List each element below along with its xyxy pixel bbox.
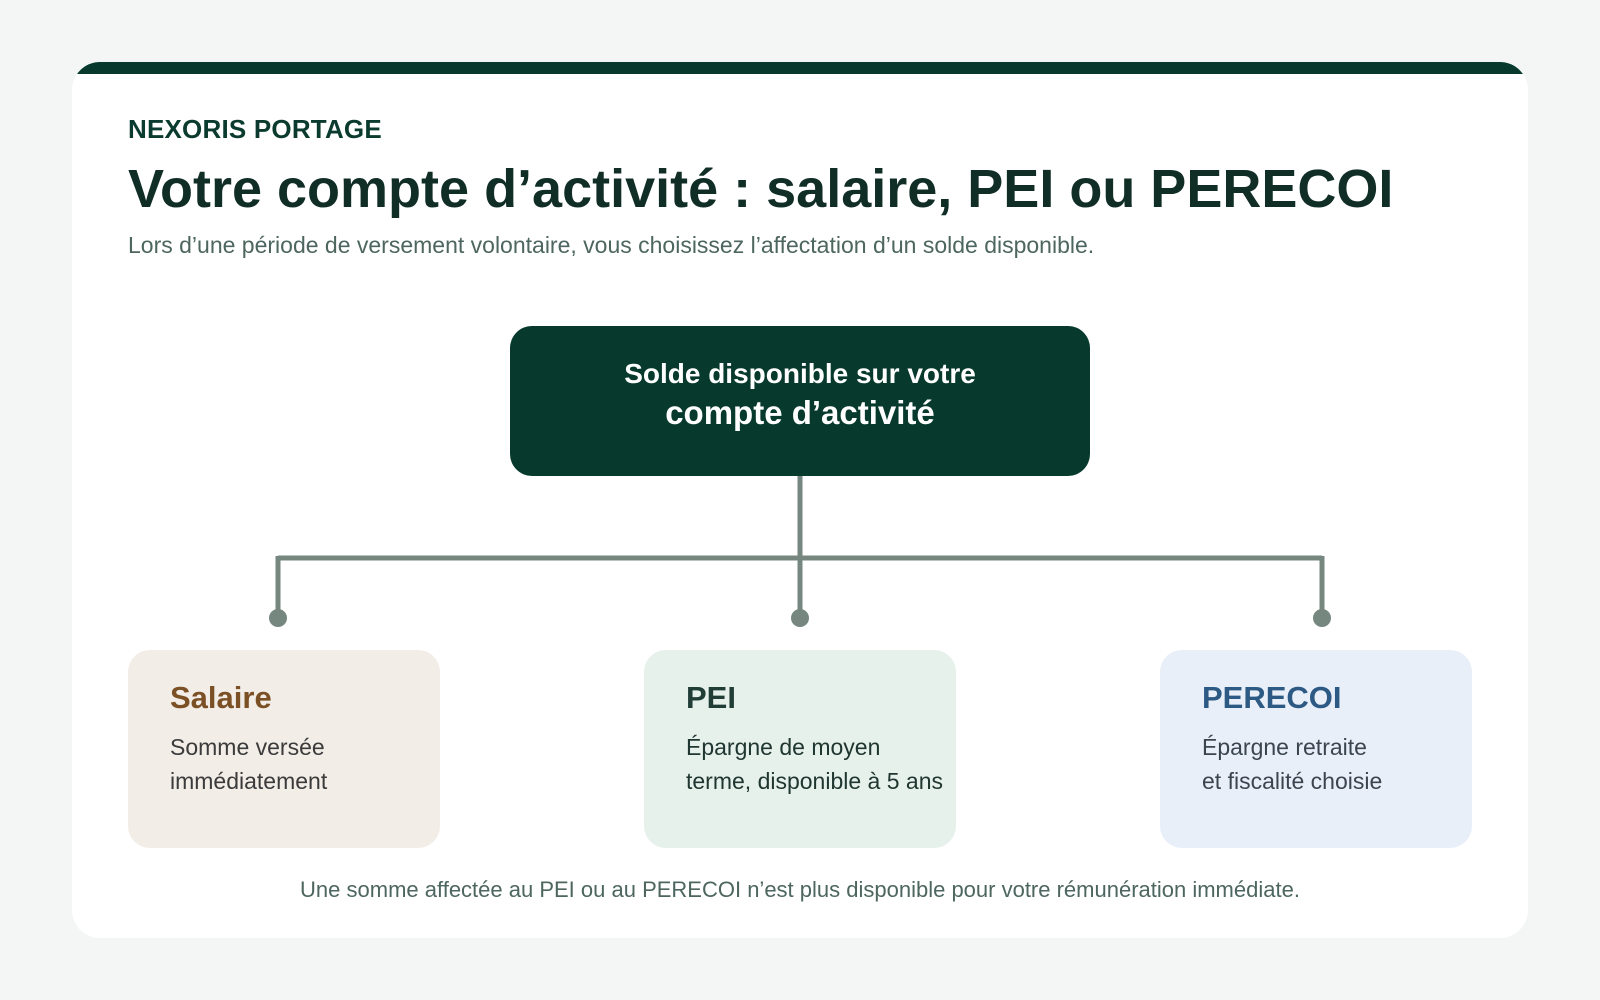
option-salaire-desc-line2: immédiatement	[170, 768, 328, 794]
page-title: Votre compte d’activité : salaire, PEI ou PERECOI	[128, 159, 1394, 219]
option-pei-desc-line1: Épargne de moyen	[686, 734, 881, 760]
option-salaire-description	[170, 730, 327, 798]
option-perecoi-description	[1202, 730, 1382, 798]
diagram-card	[72, 62, 1528, 938]
root-node-line2: compte d’activité	[665, 394, 935, 431]
connector-dot-perecoi	[1313, 609, 1331, 627]
option-salaire-desc-line1: Somme versée	[170, 734, 325, 760]
brand-label: NEXORIS PORTAGE	[128, 114, 382, 144]
page-subtitle: Lors d’une période de versement volontaire, vous choisissez l’affectation d’un solde disponible.	[128, 232, 1095, 258]
option-perecoi-desc-line1: Épargne retraite	[1202, 734, 1367, 760]
option-perecoi	[1160, 650, 1472, 848]
footnote: Une somme affectée au PEI ou au PERECOI n’est plus disponible pour votre rémunération immédiate.	[300, 877, 1300, 902]
connector-dot-pei	[791, 609, 809, 627]
root-node-balance	[510, 326, 1090, 476]
option-pei	[644, 650, 956, 848]
option-perecoi-title: PERECOI	[1202, 680, 1342, 715]
option-salaire	[128, 650, 440, 848]
option-pei-title: PEI	[686, 680, 736, 715]
option-pei-description	[686, 730, 943, 798]
option-salaire-title: Salaire	[170, 680, 272, 715]
option-perecoi-desc-line2: et fiscalité choisie	[1202, 768, 1383, 794]
connector-dot-salaire	[269, 609, 287, 627]
option-pei-desc-line2: terme, disponible à 5 ans	[686, 768, 943, 794]
root-node-line1: Solde disponible sur votre	[624, 358, 976, 389]
